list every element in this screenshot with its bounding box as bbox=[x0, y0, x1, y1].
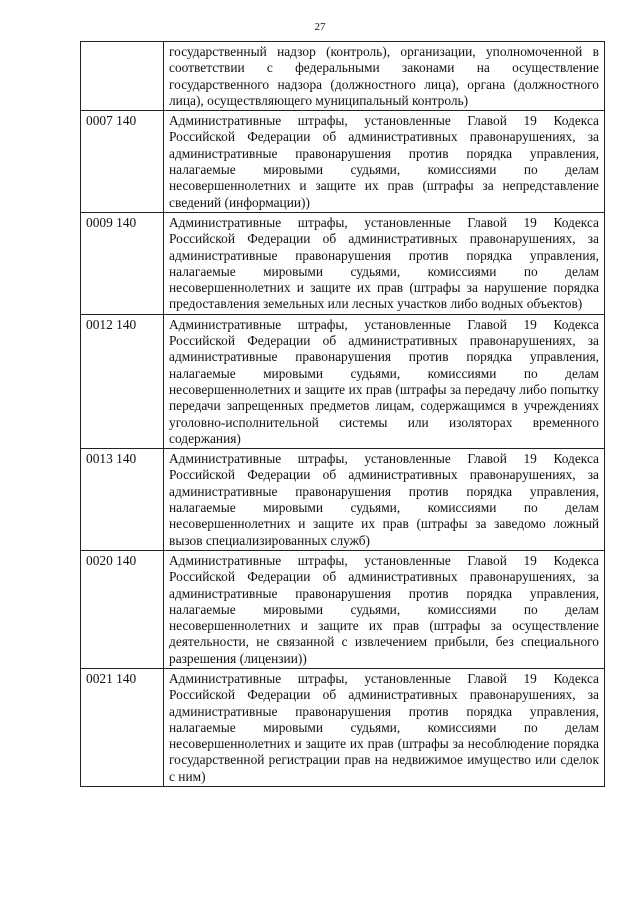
table-row bbox=[81, 111, 605, 213]
table-row bbox=[81, 668, 605, 786]
budget-codes-table bbox=[80, 41, 605, 787]
row-description: Административные штрафы, установленные Главой 19 Кодекса Российской Федерации об административных правонарушениях, за административные правонарушения против порядка управления, налагаемые мировыми судьями, комиссиями по делам несовершеннолетних и защите их прав (штрафы за заведомо ложный вызов специализированных служб) bbox=[164, 449, 605, 551]
row-description: Административные штрафы, установленные Главой 19 Кодекса Российской Федерации об административных правонарушениях, за административные правонарушения против порядка управления, налагаемые мировыми судьями, комиссиями по делам несовершеннолетних и защите их прав (штрафы за несоблюдение порядка государственной регистрации прав на недвижимое имущество или сделок с ним) bbox=[164, 668, 605, 786]
row-description: Административные штрафы, установленные Главой 19 Кодекса Российской Федерации об административных правонарушениях, за административные правонарушения против порядка управления, налагаемые мировыми судьями, комиссиями по делам несовершеннолетних и защите их прав (штрафы за нарушение порядка предоставления земельных или лесных участков либо водных объектов) bbox=[164, 212, 605, 314]
row-code: 0021 140 bbox=[81, 668, 164, 786]
row-code: 0020 140 bbox=[81, 550, 164, 668]
table-row bbox=[81, 212, 605, 314]
table-row bbox=[81, 550, 605, 668]
row-description: Административные штрафы, установленные Главой 19 Кодекса Российской Федерации об административных правонарушениях, за административные правонарушения против порядка управления, налагаемые мировыми судьями, комиссиями по делам несовершеннолетних и защите их прав (штрафы за осуществление деятельности, не связанной с извлечением прибыли, без специального разрешения (лицензии)) bbox=[164, 550, 605, 668]
row-code: 0013 140 bbox=[81, 449, 164, 551]
table-row bbox=[81, 42, 605, 111]
row-description: государственный надзор (контроль), организации, уполномоченной в соответствии с федеральными законами на осуществление государственного надзора (должностного лица), органа (должностного лица), осуществляющего муниципальный контроль) bbox=[164, 42, 605, 111]
table-row bbox=[81, 314, 605, 448]
row-code bbox=[81, 42, 164, 111]
table-row bbox=[81, 449, 605, 551]
row-description: Административные штрафы, установленные Главой 19 Кодекса Российской Федерации об административных правонарушениях, за административные правонарушения против порядка управления, налагаемые мировыми судьями, комиссиями по делам несовершеннолетних и защите их прав (штрафы за передачу либо попытку передачи запрещенных предметов лицам, содержащимся в учреждениях уголовно-исполнительной системы или изоляторах временного содержания) bbox=[164, 314, 605, 448]
row-code: 0012 140 bbox=[81, 314, 164, 448]
row-description: Административные штрафы, установленные Главой 19 Кодекса Российской Федерации об административных правонарушениях, за административные правонарушения против порядка управления, налагаемые мировыми судьями, комиссиями по делам несовершеннолетних и защите их прав (штрафы за непредставление сведений (информации)) bbox=[164, 111, 605, 213]
page-number: 27 bbox=[314, 21, 326, 33]
row-code: 0007 140 bbox=[81, 111, 164, 213]
row-code: 0009 140 bbox=[81, 212, 164, 314]
